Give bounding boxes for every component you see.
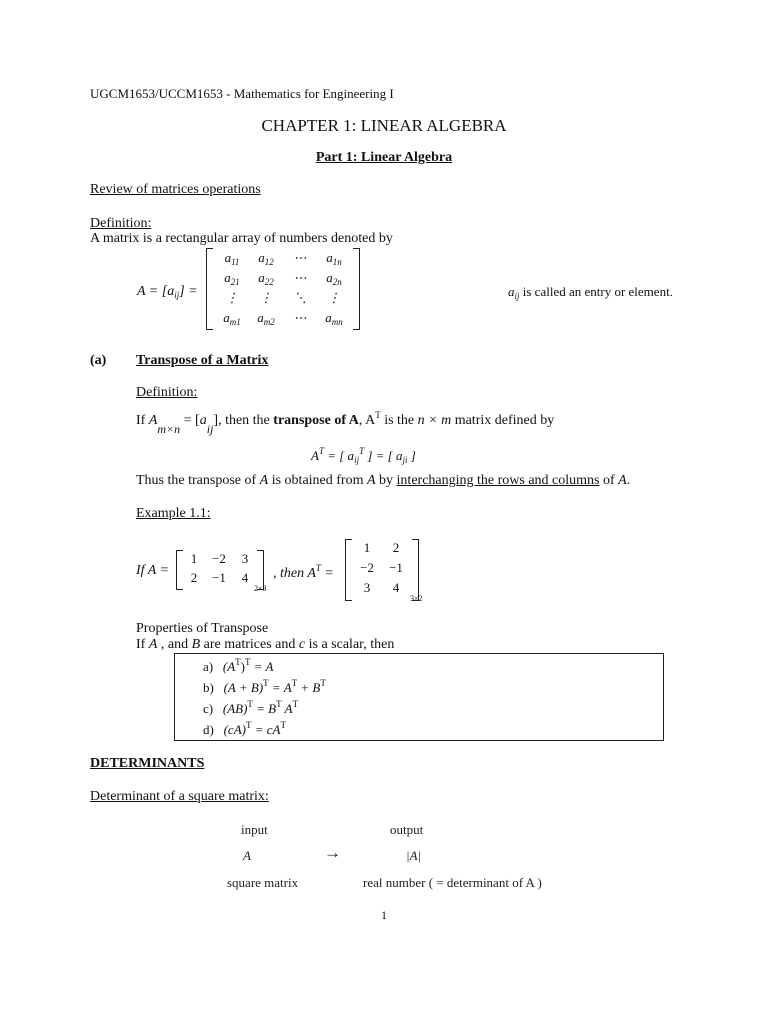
definition-label: Definition: <box>90 216 152 231</box>
example-then: , then $A^T$ = <box>273 563 334 581</box>
section-a-title: Transpose of a Matrix <box>136 353 269 368</box>
properties-intro: If A , and B are matrices and c is a scalar, then <box>136 637 395 652</box>
input-label: input <box>241 822 268 837</box>
general-matrix-cell: ⋯ <box>293 270 307 285</box>
general-matrix-cell: ⋯ <box>293 310 307 325</box>
example-if: If A = <box>136 563 170 578</box>
general-matrix-cell: ⋱ <box>293 290 307 305</box>
general-matrix-lhs: $A = [a_{ij}]$ = <box>137 284 198 300</box>
page-number: 1 <box>381 908 387 922</box>
part-title: Part 1: Linear Algebra <box>315 150 453 165</box>
matrix-at-size: 3×2 <box>410 594 423 603</box>
properties-box <box>174 653 664 741</box>
general-matrix-cell: $a_{m1}$ <box>223 310 241 327</box>
property-c: c) $(AB)^T = B^T$ $A^T$ <box>203 699 299 716</box>
section-a-label: (a) <box>90 353 107 368</box>
transpose-definition: If Am×n = [aij], then the transpose of A, $A^T$ is the n × m matrix defined by <box>136 410 555 436</box>
example-matrix-a <box>176 550 264 590</box>
matrix-at-cell: 3 <box>363 580 371 595</box>
example-label: Example 1.1: <box>136 506 211 521</box>
output-label: output <box>390 822 424 837</box>
property-d: d) $(cA)^T = cA^T$ <box>203 720 286 737</box>
input-description: square matrix <box>227 875 299 890</box>
matrix-at-cell: −2 <box>360 560 374 575</box>
general-matrix-cell: $a_{2n}$ <box>326 270 342 287</box>
matrix-intro: A matrix is a rectangular array of numbers denoted by <box>90 231 393 246</box>
matrix-at-cell: −1 <box>389 560 403 575</box>
chapter-title: CHAPTER 1: LINEAR ALGEBRA <box>261 116 507 135</box>
input-var: A <box>243 848 251 863</box>
general-matrix <box>206 248 360 330</box>
general-matrix-cell: ⋮ <box>225 290 239 305</box>
page-header: UGCM1653/UCCM1653 - Mathematics for Engineering I <box>90 86 394 101</box>
matrix-a-cell: −1 <box>212 570 226 585</box>
transpose-formula: $A^T$ = [ $a_{ij}^T$ ] = [ $a_{ji}$ ] <box>311 446 416 465</box>
general-matrix-cell: ⋮ <box>327 290 341 305</box>
general-matrix-cell: $a_{11}$ <box>224 250 240 267</box>
general-matrix-cell: $a_{12}$ <box>258 250 274 267</box>
matrix-at-cell: 2 <box>392 540 400 555</box>
transpose-explanation: Thus the transpose of A is obtained from A by interchanging the rows and columns of A. <box>136 473 631 488</box>
example-matrix-at <box>345 539 419 601</box>
matrix-a-cell: 3 <box>241 551 249 566</box>
output-description: real number ( = determinant of A ) <box>363 875 542 890</box>
general-matrix-cell: $a_{1n}$ <box>326 250 342 267</box>
properties-title: Properties of Transpose <box>136 621 269 636</box>
example-matrix-at-entries <box>352 539 412 601</box>
general-matrix-entries <box>213 248 353 330</box>
arrow-icon: → <box>324 843 341 862</box>
matrix-a-cell: 4 <box>241 570 249 585</box>
general-matrix-cell: $a_{21}$ <box>224 270 240 287</box>
matrix-a-cell: 2 <box>190 570 198 585</box>
example-matrix-a-entries <box>183 550 257 590</box>
determinants-heading: DETERMINANTS <box>90 756 205 771</box>
general-matrix-cell: $a_{22}$ <box>258 270 274 287</box>
general-matrix-cell: ⋯ <box>293 250 307 265</box>
determinants-subheading: Determinant of a square matrix: <box>90 789 269 804</box>
property-b: b) $(A + B)^T = A^T + B^T$ <box>203 678 326 695</box>
output-var: |A| <box>406 848 422 863</box>
matrix-at-cell: 1 <box>363 540 371 555</box>
general-matrix-cell: ⋮ <box>259 290 273 305</box>
section-a-definition-label: Definition: <box>136 385 198 400</box>
property-a: a) $(A^T)^T = A$ <box>203 657 274 674</box>
matrix-a-cell: −2 <box>212 551 226 566</box>
review-heading: Review of matrices operations <box>90 182 261 197</box>
entry-note: $a_{ij}$ is called an entry or element. <box>508 284 673 301</box>
matrix-a-cell: 1 <box>190 551 198 566</box>
matrix-a-size: 2×3 <box>254 584 267 593</box>
general-matrix-cell: $a_{m2}$ <box>257 310 275 327</box>
general-matrix-cell: $a_{mn}$ <box>325 310 343 327</box>
matrix-at-cell: 4 <box>392 580 400 595</box>
